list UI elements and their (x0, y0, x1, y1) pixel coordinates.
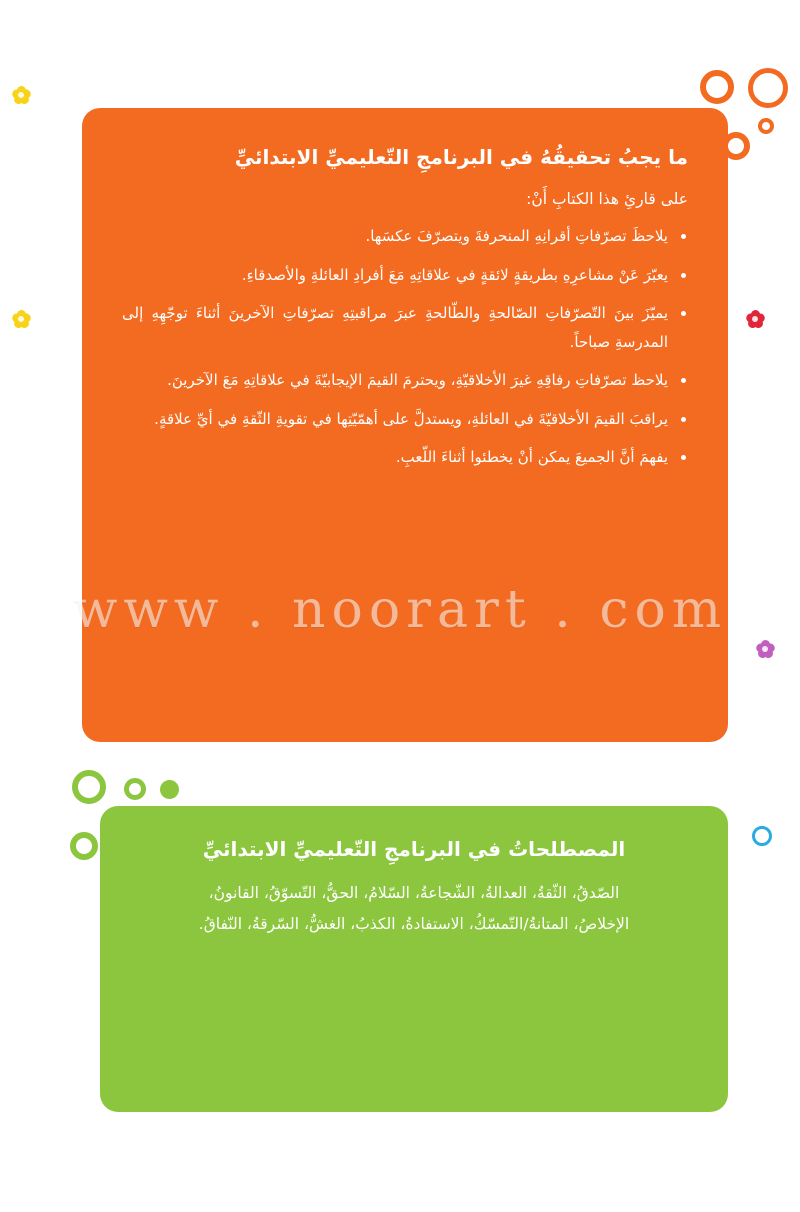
dot-decoration-icon (160, 780, 179, 799)
orange-card-title: ما يجبُ تحقيقُهُ في البرنامجِ التّعليميِّ الابتدائيِّ (234, 145, 688, 169)
flower-icon (10, 308, 32, 330)
ring-decoration-icon (700, 70, 734, 104)
green-content-card (100, 806, 728, 1112)
flower-icon (754, 638, 776, 660)
list-item: يراقبَ القيمَ الأخلاقيّةَ في العائلةِ، ويستدلَّ على أهمّيّتِها في تقويةِ الثّقةِ في أيِّ علاقةٍ. (122, 405, 688, 434)
flower-icon (10, 84, 32, 106)
orange-content-card (82, 108, 728, 742)
orange-card-lead: على قارئِ هذا الكتابِ أَنْ: (526, 190, 688, 208)
flower-icon (744, 308, 766, 330)
ring-decoration-icon (748, 68, 788, 108)
green-card-line-1: الصّدقُ، الثّقةُ، العدالةُ، الشّجاعةُ، السّلامُ، الحقُّ، التّسوّقُ، القانونُ، (208, 884, 620, 902)
watermark-text: www . noorart . com (72, 580, 728, 640)
blue-ring-decoration-icon (752, 826, 772, 846)
list-item: يعبّرَ عَنْ مشاعرِهِ بطريقةٍ لائقةٍ في علاقاتِهِ مَعَ أفرادِ العائلةِ والأصدقاءِ. (122, 261, 688, 290)
orange-card-bullet-list (122, 222, 688, 472)
ring-decoration-icon (70, 832, 98, 860)
list-item: يميّزَ بينَ التّصرّفاتِ الصّالحةِ والطّالحةِ عبرَ مراقبتِهِ تصرّفاتِ الآخرينَ أثناءَ توجّهِهِ إلى المدرسةِ صباحاً. (122, 299, 688, 358)
ring-decoration-icon (124, 778, 146, 800)
ring-decoration-icon (72, 770, 106, 804)
list-item: يفهمَ أنَّ الجميعَ يمكن أنْ يخطئوا أثناءَ اللّعبِ. (122, 443, 688, 472)
green-card-title: المصطلحاتُ في البرنامجِ التّعليميِّ الابتدائيِّ (202, 837, 626, 861)
green-card-line-2: الإخلاصُ، المتانةُ/التّمسّكُ، الاستفادةُ، الكذبُ، الغشُّ، السّرقةُ، النّفاقُ. (198, 915, 630, 933)
list-item: يلاحظ تصرّفاتِ رفاقِهِ غيرَ الأخلاقيّةِ، ويحترمَ القيمَ الإيجابيّةَ في علاقاتِهِ مَعَ الآخرينَ. (122, 366, 688, 395)
list-item: يلاحظَ تصرّفاتِ أقرانِهِ المنحرفةَ ويتصرّفَ عكسَها. (122, 222, 688, 251)
ring-decoration-icon (758, 118, 774, 134)
